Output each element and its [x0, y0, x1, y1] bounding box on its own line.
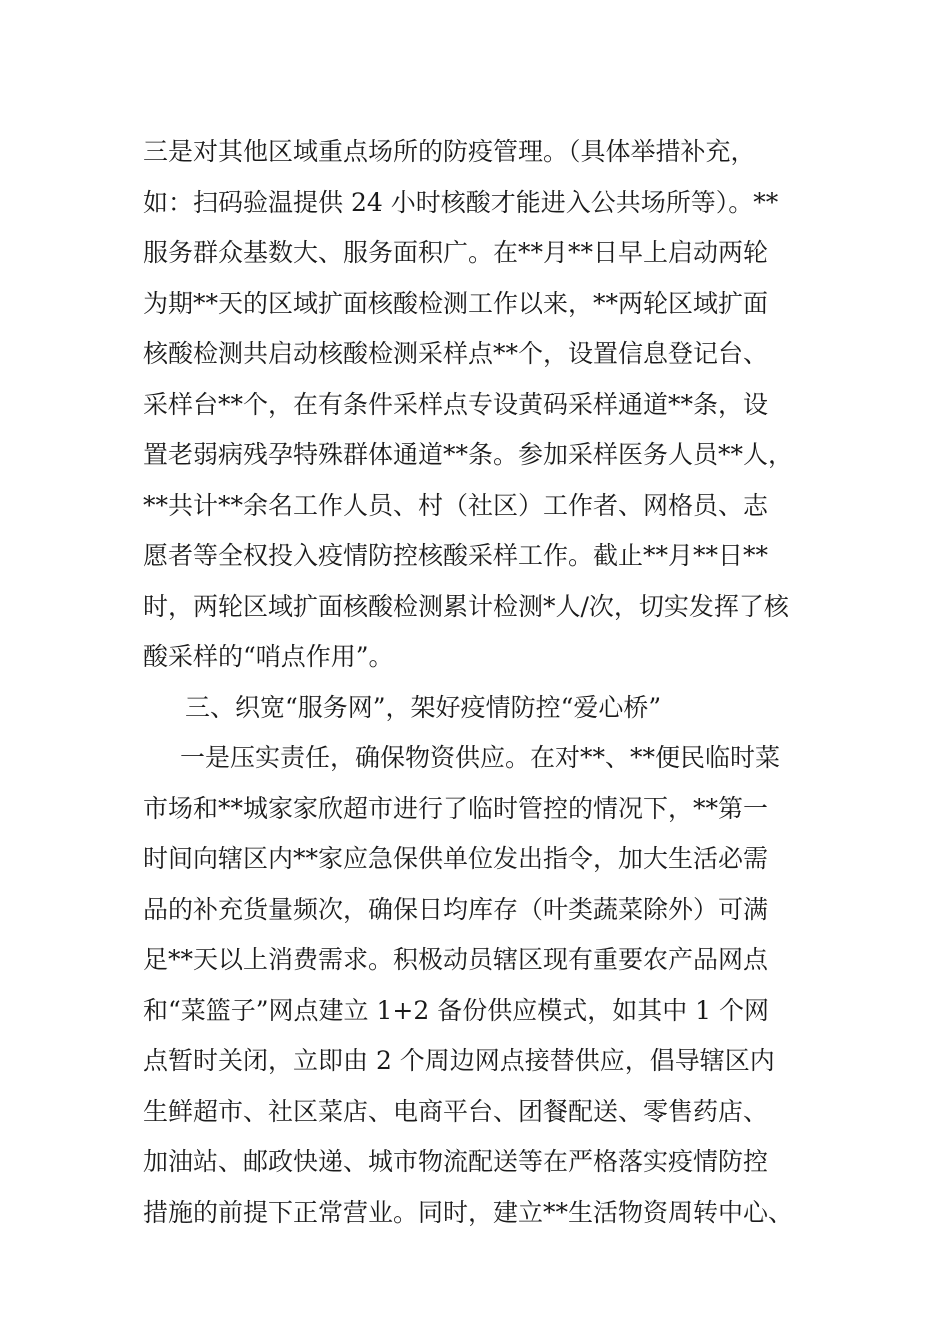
- text-line: 核酸检测共启动核酸检测采样点**个，设置信息登记台、: [143, 339, 769, 368]
- text-line: **共计**余名工作人员、村（社区）工作者、网格员、志: [143, 490, 769, 520]
- section-heading: 三、织宽“服务网”，架好疫情防控“爱心桥”: [185, 692, 662, 722]
- text-line: 三是对其他区域重点场所的防疫管理。（具体举措补充，: [143, 137, 756, 166]
- text-line: 生鲜超市、社区菜店、电商平台、团餐配送、零售药店、: [143, 1096, 769, 1126]
- text-line: 时，两轮区域扩面核酸检测累计检测*人/次，切实发挥了核: [143, 591, 789, 621]
- text-line: 和“菜篮子”网点建立 1+2 备份供应模式，如其中 1 个网: [143, 995, 770, 1025]
- text-line: 采样台**个，在有条件采样点专设黄码采样通道**条，设: [143, 389, 769, 419]
- text-line: 时间向辖区内**家应急保供单位发出指令，加大生活必需: [143, 844, 769, 873]
- text-line: 为期**天的区域扩面核酸检测工作以来，**两轮区域扩面: [143, 288, 769, 318]
- document-body: [143, 127, 823, 1238]
- text-line: 加油站、邮政快递、城市物流配送等在严格落实疫情防控: [143, 1147, 769, 1176]
- text-line: 市场和**城家家欣超市进行了临时管控的情况下，**第一: [143, 793, 769, 823]
- text-line: 措施的前提下正常营业。同时，建立**生活物资周转中心、: [143, 1197, 794, 1227]
- text-line: 点暂时关闭，立即由 2 个周边网点接替供应，倡导辖区内: [143, 1046, 775, 1075]
- text-line: 酸采样的“哨点作用”。: [143, 642, 394, 671]
- text-line: 品的补充货量频次，确保日均库存（叶类蔬菜除外）可满: [143, 894, 769, 924]
- text-line: 置老弱病残孕特殊群体通道**条。参加采样医务人员**人，: [143, 440, 794, 469]
- text-line: 服务群众基数大、服务面积广。在**月**日早上启动两轮: [143, 238, 769, 267]
- paragraph-first-line: 一是压实责任，确保物资供应。在对**、**便民临时菜: [180, 743, 781, 772]
- text-line: 愿者等全权投入疫情防控核酸采样工作。截止**月**日**: [143, 541, 769, 570]
- text-line: 如：扫码验温提供 24 小时核酸才能进入公共场所等）。**: [143, 187, 779, 217]
- text-line: 足**天以上消费需求。积极动员辖区现有重要农产品网点: [143, 945, 769, 974]
